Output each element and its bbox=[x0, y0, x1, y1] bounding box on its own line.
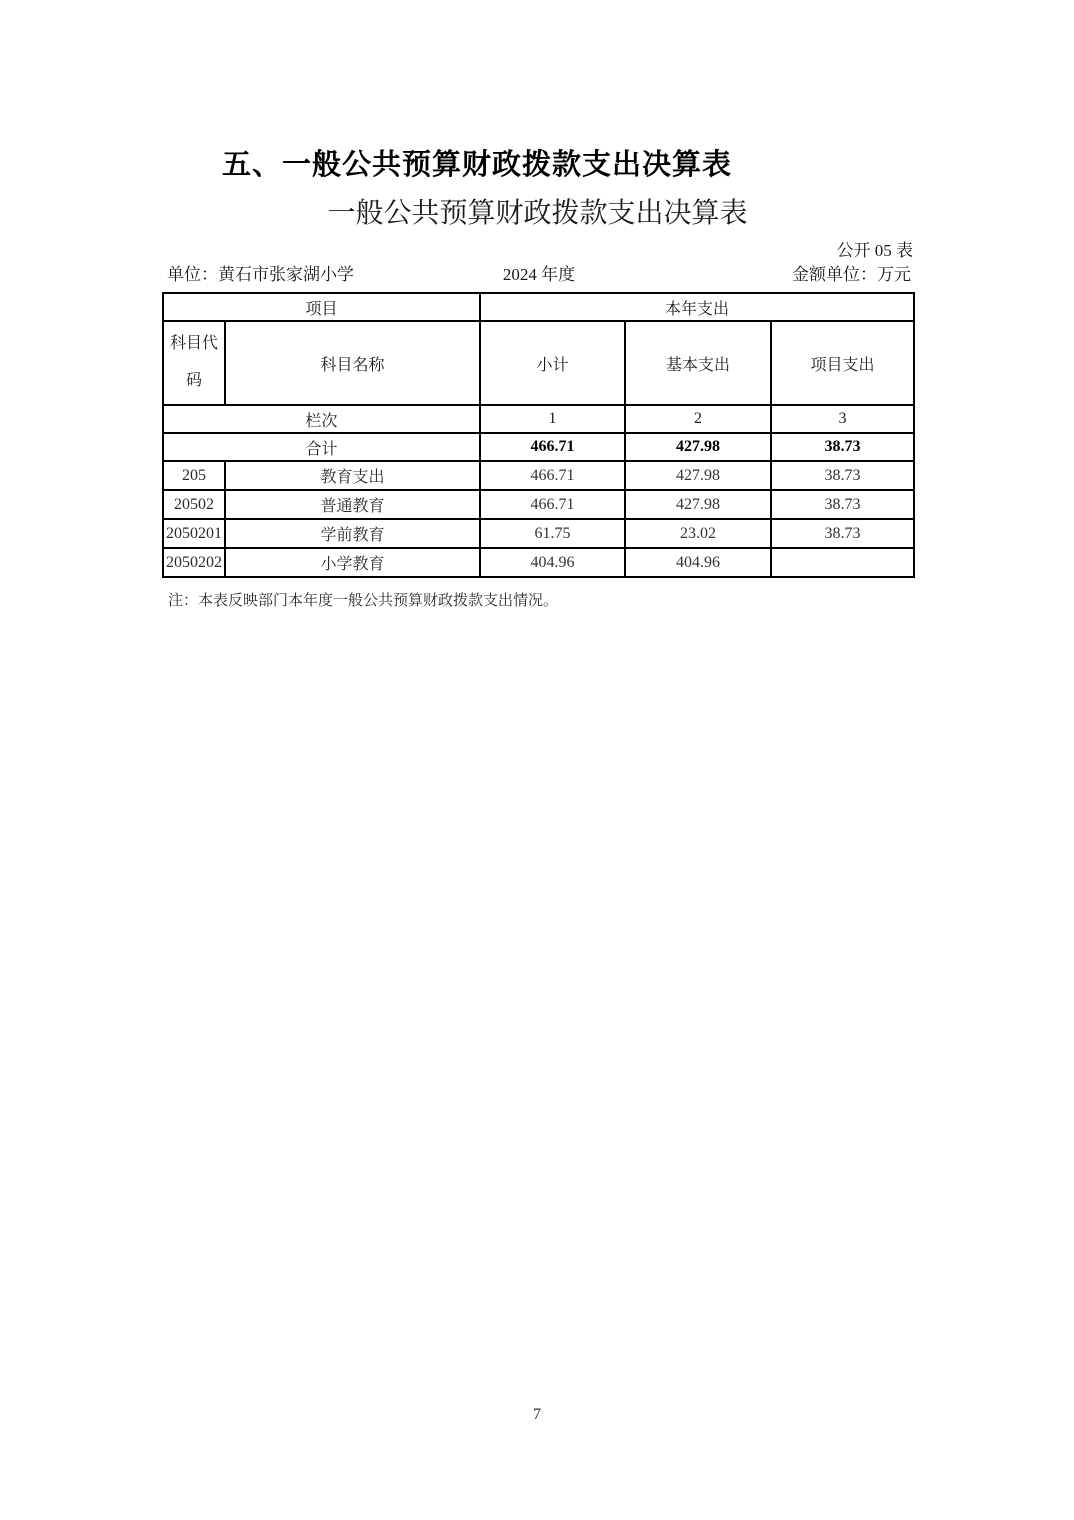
column-index-label: 栏次 bbox=[163, 405, 480, 433]
cell-basic: 427.98 bbox=[625, 461, 771, 490]
cell-subtotal: 61.75 bbox=[480, 519, 625, 548]
cell-subject-name: 教育支出 bbox=[225, 461, 480, 490]
header-subject-code: 科目代码 bbox=[163, 321, 225, 405]
column-index-3: 3 bbox=[771, 405, 914, 433]
cell-project: 38.73 bbox=[771, 490, 914, 519]
cell-subject-code: 2050201 bbox=[163, 519, 225, 548]
table-row bbox=[163, 490, 914, 519]
total-project-value: 38.73 bbox=[771, 433, 914, 461]
unit-label: 单位：黄石市张家湖小学 bbox=[167, 265, 354, 284]
table-row bbox=[163, 548, 914, 577]
fiscal-year-label: 2024 年度 bbox=[502, 265, 576, 284]
section-heading: 五、一般公共预算财政拨款支出决算表 bbox=[222, 149, 733, 181]
table-row bbox=[163, 519, 914, 548]
total-subtotal-value: 466.71 bbox=[480, 433, 625, 461]
cell-basic: 404.96 bbox=[625, 548, 771, 577]
header-project: 项目 bbox=[163, 293, 480, 321]
cell-subject-name: 小学教育 bbox=[225, 548, 480, 577]
cell-subject-name: 普通教育 bbox=[225, 490, 480, 519]
page-content bbox=[162, 0, 913, 611]
total-label: 合计 bbox=[163, 433, 480, 461]
cell-project: 38.73 bbox=[771, 461, 914, 490]
cell-subject-code: 20502 bbox=[163, 490, 225, 519]
page-number: 7 bbox=[533, 1406, 541, 1423]
table-header-group-row bbox=[163, 293, 914, 321]
header-basic-expenditure: 基本支出 bbox=[625, 321, 771, 405]
table-title: 一般公共预算财政拨款支出决算表 bbox=[327, 198, 748, 229]
column-index-2: 2 bbox=[625, 405, 771, 433]
cell-subject-code: 205 bbox=[163, 461, 225, 490]
column-index-row bbox=[163, 405, 914, 433]
cell-subject-name: 学前教育 bbox=[225, 519, 480, 548]
amount-unit-label: 金额单位：万元 bbox=[792, 265, 911, 284]
table-footnote: 注：本表反映部门本年度一般公共预算财政拨款支出情况。 bbox=[168, 593, 559, 609]
header-project-expenditure: 项目支出 bbox=[771, 321, 914, 405]
header-subject-name: 科目名称 bbox=[225, 321, 480, 405]
column-index-1: 1 bbox=[480, 405, 625, 433]
cell-subtotal: 466.71 bbox=[480, 461, 625, 490]
total-basic-value: 427.98 bbox=[625, 433, 771, 461]
expenditure-table bbox=[162, 292, 915, 578]
cell-basic: 427.98 bbox=[625, 490, 771, 519]
header-subtotal: 小计 bbox=[480, 321, 625, 405]
table-code-label: 公开 05 表 bbox=[836, 241, 913, 260]
cell-subject-code: 2050202 bbox=[163, 548, 225, 577]
cell-basic: 23.02 bbox=[625, 519, 771, 548]
table-header-row bbox=[163, 321, 914, 405]
cell-subtotal: 404.96 bbox=[480, 548, 625, 577]
table-row bbox=[163, 461, 914, 490]
cell-subtotal: 466.71 bbox=[480, 490, 625, 519]
cell-project: 38.73 bbox=[771, 519, 914, 548]
table-meta-row bbox=[162, 265, 913, 285]
total-row bbox=[163, 433, 914, 461]
cell-project bbox=[771, 548, 914, 577]
header-current-year-expenditure: 本年支出 bbox=[480, 293, 914, 321]
